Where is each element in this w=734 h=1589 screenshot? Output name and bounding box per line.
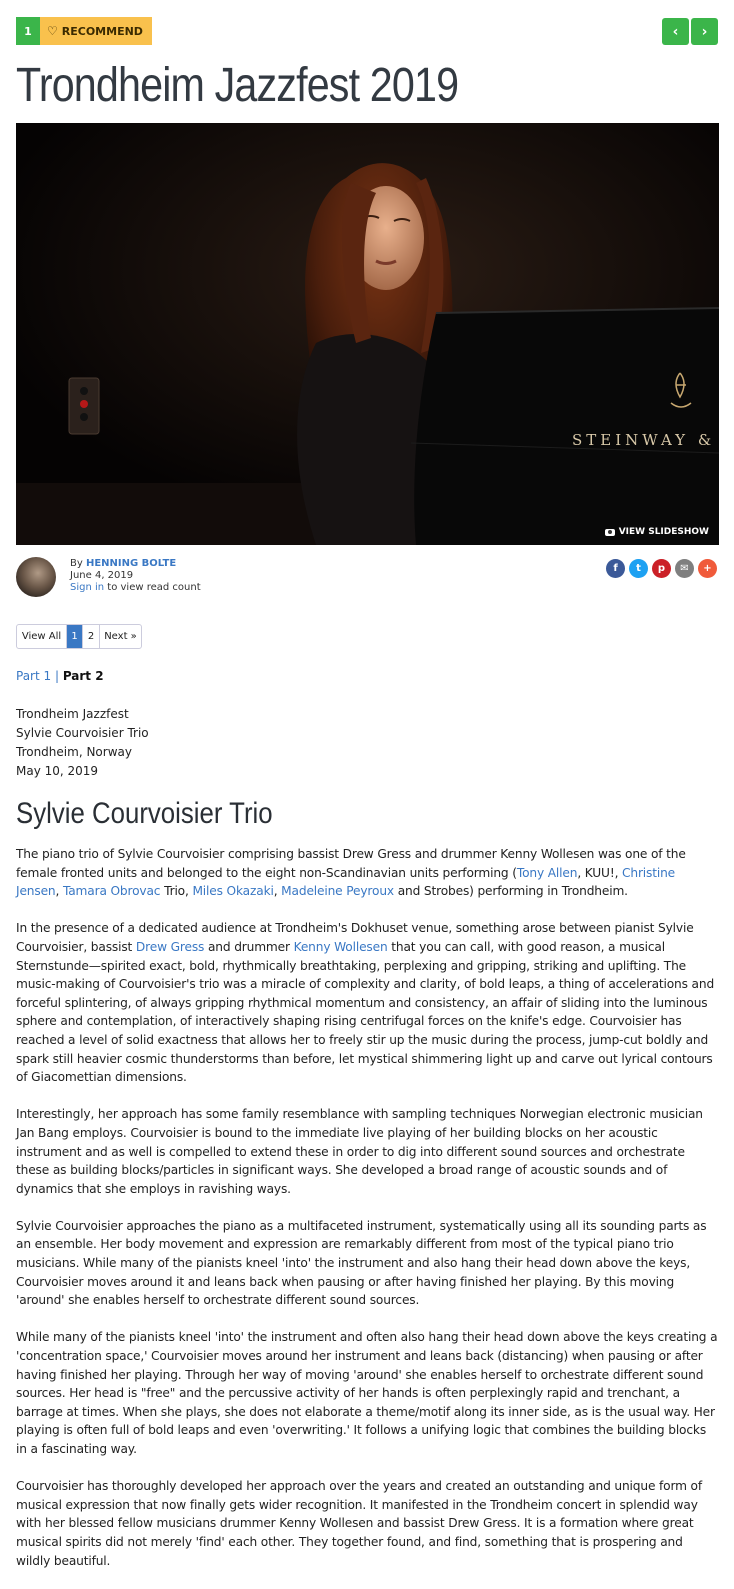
author-link[interactable]: HENNING BOLTE xyxy=(85,558,177,569)
chevron-left-icon: ‹ xyxy=(672,23,679,40)
read-count-line xyxy=(70,582,201,594)
pagination xyxy=(16,624,142,649)
paragraph-text: , xyxy=(273,884,282,899)
paragraph-2 xyxy=(16,919,719,1086)
parts-nav xyxy=(16,669,104,683)
previous-article-button[interactable] xyxy=(662,18,689,45)
heart-icon: ♡ xyxy=(47,24,58,38)
musician-link[interactable]: Kenny Wollesen xyxy=(293,939,388,954)
recommend-label: RECOMMEND xyxy=(61,24,143,38)
email-icon[interactable] xyxy=(675,559,694,578)
paragraph-text: In the presence of a dedicated audience at Trondheim's Dokhuset venue, something arose between pianist Sylvie Courvoisier, bassist xyxy=(16,921,694,954)
byline-meta xyxy=(70,558,201,594)
pinterest-glyph: p xyxy=(657,563,666,574)
musician-link[interactable]: Tamara Obrovac xyxy=(62,884,161,899)
recommend-count: 1 xyxy=(16,17,40,45)
musician-link[interactable]: Miles Okazaki xyxy=(192,884,274,899)
camera-icon xyxy=(605,529,615,536)
paragraph-5: While many of the pianists kneel 'into' the instrument and often also hang their head down above the keys creating a 'concentration space,' Courvoisier moves around her instrument and leans back (distancing) when pausing or after having finished her playing. Through her way of moving 'around' she enables herself to orchestrate different sound sources. Her head is "free" and the percussive activity of her hands is often perplexingly rapid and trenchant, a barrage at times. When she plays, she does not elaborate a theme/motif along its inner side, as is the usual way. Her playing is often full of bold leaps and even 'overwriting.' It follows a unifying logic that combines the building blocks in a fascinating way. xyxy=(16,1330,718,1456)
more-glyph: + xyxy=(703,563,712,574)
top-bar xyxy=(16,17,718,45)
facebook-glyph: f xyxy=(613,563,618,574)
slideshow-label: VIEW SLIDESHOW xyxy=(618,527,709,537)
email-glyph: ✉ xyxy=(680,563,689,574)
info-date: May 10, 2019 xyxy=(16,764,99,778)
read-count-text: to view read count xyxy=(104,582,201,593)
info-festival: Trondheim Jazzfest xyxy=(16,707,129,721)
signin-link[interactable]: Sign in xyxy=(70,582,105,593)
article-photo[interactable] xyxy=(16,123,719,545)
twitter-icon[interactable] xyxy=(629,559,648,578)
paragraph-3: Interestingly, her approach has some family resemblance with sampling techniques Norwegian electronic musician Jan Bang employs. Courvoisier is bound to the immediate live playing of her building blocks on her acoustic instrument and as well is compelled to extend these in order to dig into different sound sources and orchestrate these as building blocks/particles in significant ways. She developed a broad range of acoustic sounds and of dynamics that she employs in ravishing ways. xyxy=(16,1107,703,1196)
next-article-button[interactable] xyxy=(691,18,718,45)
part-2-current: Part 2 xyxy=(62,669,104,683)
musician-link[interactable]: Tony Allen xyxy=(516,865,578,880)
paragraph-4: Sylvie Courvoisier approaches the piano as a multifaceted instrument, systematically using all its sounding parts as an ensemble. Her body movement and expression are remarkably different from most of the typical piano trio musicians. While many of the pianists kneel 'into' the instrument and also hang their head down above the keys, Courvoisier moves around it and leans back when pausing or after having finished her playing. By this moving 'around' she enables herself to orchestrate different sound sources. xyxy=(16,1218,707,1308)
share-buttons xyxy=(606,559,717,578)
author-avatar[interactable] xyxy=(16,557,56,597)
page-2-button[interactable]: 2 xyxy=(83,625,100,648)
part-1-link[interactable]: Part 1 xyxy=(16,669,52,683)
paragraph-text: and Strobes) performing in Trondheim. xyxy=(393,884,628,899)
musician-link[interactable]: Christine Jensen xyxy=(16,865,676,899)
view-all-button[interactable]: View All xyxy=(17,625,67,648)
chevron-right-icon: › xyxy=(701,23,708,40)
view-slideshow-link[interactable] xyxy=(605,527,709,537)
paragraph-text: , xyxy=(55,884,63,899)
article-title: Trondheim Jazzfest 2019 xyxy=(16,59,459,112)
paragraph-text: , KUU!, xyxy=(577,865,623,880)
info-band: Sylvie Courvoisier Trio xyxy=(16,726,149,740)
article-body xyxy=(16,845,719,1589)
facebook-icon[interactable] xyxy=(606,559,625,578)
concert-photo-image xyxy=(16,123,719,545)
musician-link[interactable]: Madeleine Peyroux xyxy=(281,884,394,899)
byline xyxy=(16,557,719,601)
pinterest-icon[interactable] xyxy=(652,559,671,578)
publish-date: June 4, 2019 xyxy=(70,570,134,581)
paragraph-text: that you can call, with good reason, a musical Sternstunde—spirited exact, bold, rhythmically breathtaking, perplexing and gripping, striking and uplifting. The music-making of Courvoisier's trio was a miracle of complexity and clarity, of bold leaps, a thing of accelerations and forceful splintering, of always gripping rhythmical momentum and consistency, an affair of sliding into the luminous sphere and contemplation, of interactively shaping rising centrifugal forces on the knife's edge. Courvoisier has reached a level of solid exactness that allows her to freely stir up the music during the process, jump-cut boldly and spark still heavier cosmic thunderstorms than before, let mystical shimmering light up and carve out lyrical contours of Giacomettian dimensions. xyxy=(16,939,715,1085)
recommend-label-wrap xyxy=(40,17,152,45)
recommend-button[interactable] xyxy=(16,17,152,45)
by-text: By xyxy=(70,558,83,569)
musician-link[interactable]: Drew Gress xyxy=(135,939,205,954)
next-page-button[interactable]: Next » xyxy=(104,631,137,642)
paragraph-text: The piano trio of Sylvie Courvoisier comprising bassist Drew Gress and drummer Kenny Wollesen was one of the female fronted units and belonged to the eight non-Scandinavian units performing ( xyxy=(16,847,686,880)
author-line xyxy=(70,558,201,570)
page-1-button[interactable]: 1 xyxy=(67,625,83,648)
more-icon[interactable] xyxy=(698,559,717,578)
paragraph-text: Trio, xyxy=(160,884,193,899)
paragraph-text: and drummer xyxy=(204,939,294,954)
event-info xyxy=(16,705,149,781)
info-location: Trondheim, Norway xyxy=(16,745,132,759)
paragraph-1 xyxy=(16,845,719,901)
parts-separator: | xyxy=(51,669,63,683)
section-heading: Sylvie Courvoisier Trio xyxy=(16,797,273,830)
paragraph-6: Courvoisier has thoroughly developed her approach over the years and created an outstanding and unique form of musical expression that now finally gets wider recognition. It manifested in the Trondheim concert in splendid way with her blessed fellow musicians drummer Kenny Wollesen and bassist Drew Gress. It is a formation where great musical spirits did not merely 'find' each other. They together found, and find, something that is prospering and wildly beautiful. xyxy=(16,1479,703,1568)
twitter-glyph: t xyxy=(636,563,641,574)
piano-brand-text: STEINWAY & xyxy=(572,431,716,449)
